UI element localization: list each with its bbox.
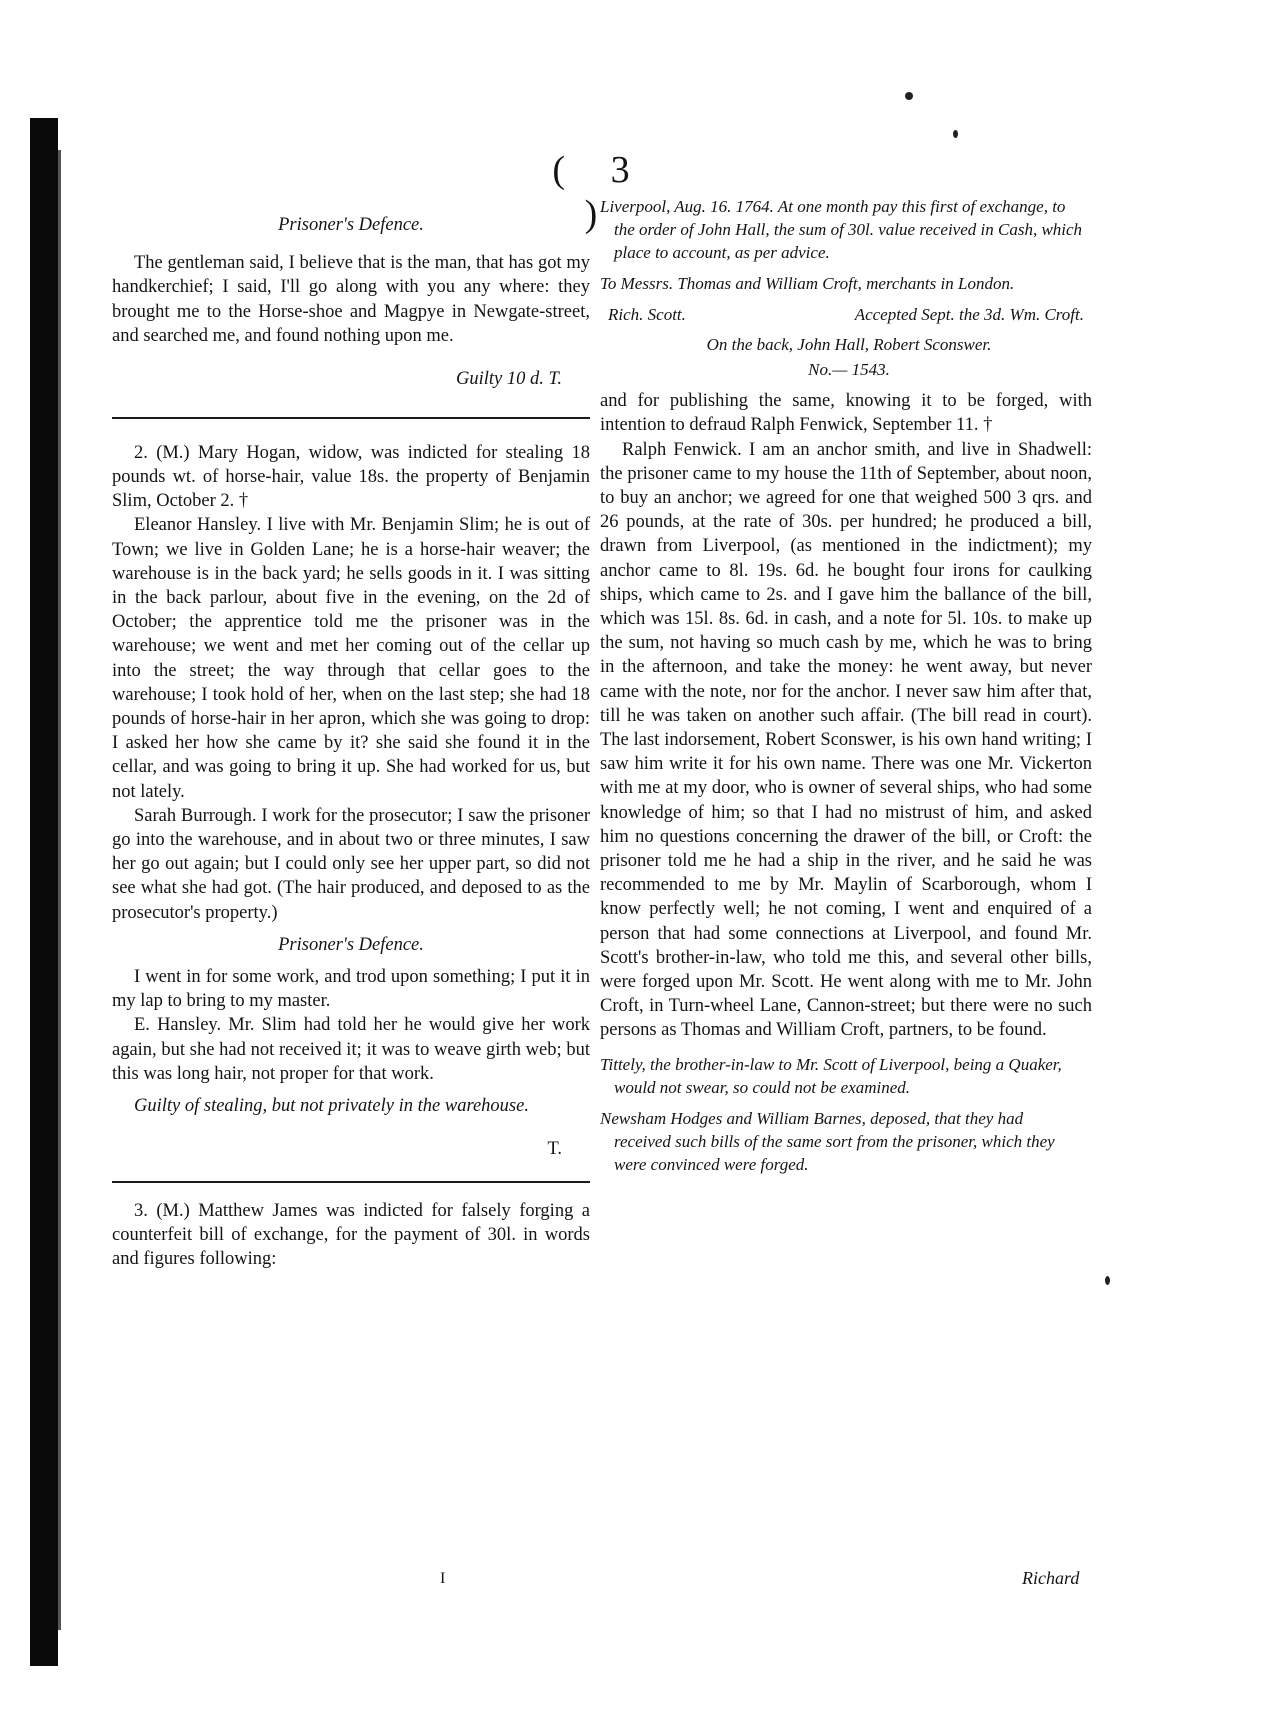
case1-verdict: Guilty 10 d. T. bbox=[455, 368, 562, 389]
case3-indictment: 3. (M.) Matthew James was indicted for falsely forging a counterfeit bill of exchange, for the payment of 30l. in words and figures following: bbox=[112, 1200, 590, 1270]
catchword: Richard bbox=[1022, 1568, 1080, 1588]
case2-witness-hansley: Eleanor Hansley. I live with Mr. Benjamin Slim; he is out of Town; we live in Golden Lane; he is a horse-hair weaver; the warehouse is in the back yard; he sells goods in it. I was sitting in the back parlour, about five in the evening, on the 2d of October; the apprentice told me the prisoner was in the warehouse; we went and met her coming out of the cellar up into the street; the way through that cellar goes to the warehouse; I took hold of her, when on the last step; she had 18 pounds of horse-hair in her apron, which she was going to drop: I asked her how she came by it? she said she found it in the cellar, and was going to bring it up. She had worked for us, but not lately. bbox=[112, 515, 590, 802]
signature-mark: I bbox=[440, 1570, 446, 1587]
bill-address: To Messrs. Thomas and William Croft, merchants in London. bbox=[600, 274, 1015, 293]
case2-indictment: 2. (M.) Mary Hogan, widow, was indicted for stealing 18 pounds wt. of horse-hair, value 18s. the property of Benjamin Slim, October 2. † bbox=[112, 442, 590, 512]
left-column bbox=[112, 195, 590, 1272]
case2-defence-heading: Prisoner's Defence. bbox=[278, 934, 424, 955]
binding-gutter-shadow bbox=[30, 118, 58, 1666]
tittely-note: Tittely, the brother-in-law to Mr. Scott of Liverpool, being a Quaker, would not swear, so could not be examined. bbox=[600, 1054, 1062, 1097]
case2-hansley-reply: E. Hansley. Mr. Slim had told her he would give her work again, but she had not received it; it was to weave girth web; but this was long hair, not proper for that work. bbox=[112, 1015, 590, 1084]
case2-witness-burrough: Sarah Burrough. I work for the prosecutor; I saw the prisoner go into the warehouse, and in about two or three minutes, I saw her go out again; but I could only see her upper part, so did not see what she had got. (The hair produced, and deposed to as the prosecutor's property.) bbox=[112, 805, 590, 923]
ink-speck bbox=[953, 130, 958, 138]
fenwick-testimony: Ralph Fenwick. I am an anchor smith, and live in Shadwell: the prisoner came to my house the 11th of September, about noon, to buy an anchor; we agreed for one that weighed 500 3 qrs. and 26 pounds, at the rate of 30s. per hundred; he produced a bill, drawn from Liverpool, (as mentioned in the indictment); my anchor came to 8l. 19s. 6d. he bought four irons for caulking ships, which came to 2s. and I gave him the ballance of the bill, which was 15l. 8s. 6d. in cash, and a note for 5l. 10s. to make up the sum, not having so much cash by me, which he was to bring in the afternoon, and take the money: he went away, but never came with the note, nor for the anchor. I never saw him after that, till he was taken on another such affair. (The bill read in court). The last indorsement, Robert Sconswer, is his own hand writing; I saw him write it for his own name. There was one Mr. Vickerton with me at my door, who is owner of several ships, who had some knowledge of him; so that I had no mistrust of him, and asked him no questions concerning the drawer of the bill, or Croft: the prisoner told me he had a ship in the river, and he said he was recommended to me by Mr. Maylin of Scarborough, whom I know perfectly well; he not coming, I went and enquired of a person that had some connections at Liverpool, and found Mr. Scott's brother-in-law, who told me this, and several other bills, were forged upon Mr. Scott. He went along with me to Mr. John Croft, in Turn-wheel Lane, Cannon-street; but there were no such persons as Thomas and William Croft, partners, to be found. bbox=[600, 439, 1092, 1041]
case1-defence-text: The gentleman said, I believe that is the man, that has got my handkerchief; I said, I'll go along with you any where: they brought me to the Horse-shoe and Magpye in Newgate-street, and searched me, and found nothing upon me. bbox=[112, 253, 590, 346]
case1-defence-heading: Prisoner's Defence. bbox=[278, 215, 424, 235]
publishing-text: and for publishing the same, knowing it to be forged, with intention to defraud Ralph Fenwick, September 11. † bbox=[600, 391, 1092, 436]
case2-verdict-mark: T. bbox=[547, 1138, 562, 1159]
right-column bbox=[600, 195, 1092, 1184]
ink-speck bbox=[905, 92, 913, 100]
binding-gutter-edge bbox=[58, 150, 61, 1630]
section-rule bbox=[112, 1181, 590, 1183]
hodges-note: Newsham Hodges and William Barnes, deposed, that they had received such bills of the same sort from the prisoner, which they were convinced were forged. bbox=[600, 1108, 1055, 1174]
section-rule bbox=[112, 417, 590, 419]
case2-defence-text: I went in for some work, and trod upon something; I put it in my lap to bring to my master. bbox=[112, 966, 590, 1012]
case2-verdict: Guilty of stealing, but not privately in the warehouse. bbox=[134, 1096, 529, 1116]
page-number: ( 3 ) bbox=[552, 149, 648, 235]
bill-acceptance: Accepted Sept. the 3d. Wm. Croft. bbox=[854, 305, 1084, 324]
bill-number: No.— 1543. bbox=[808, 360, 890, 380]
bill-of-exchange-text: Liverpool, Aug. 16. 1764. At one month pay this first of exchange, to the order of John Hall, the sum of 30l. value received in Cash, which place to account, as per advice. bbox=[600, 197, 1083, 262]
bill-endorsement: On the back, John Hall, Robert Sconswer. bbox=[706, 335, 992, 355]
bill-signatures bbox=[600, 303, 1092, 327]
bill-drawer: Rich. Scott. bbox=[608, 305, 686, 324]
ink-speck bbox=[1105, 1276, 1110, 1285]
